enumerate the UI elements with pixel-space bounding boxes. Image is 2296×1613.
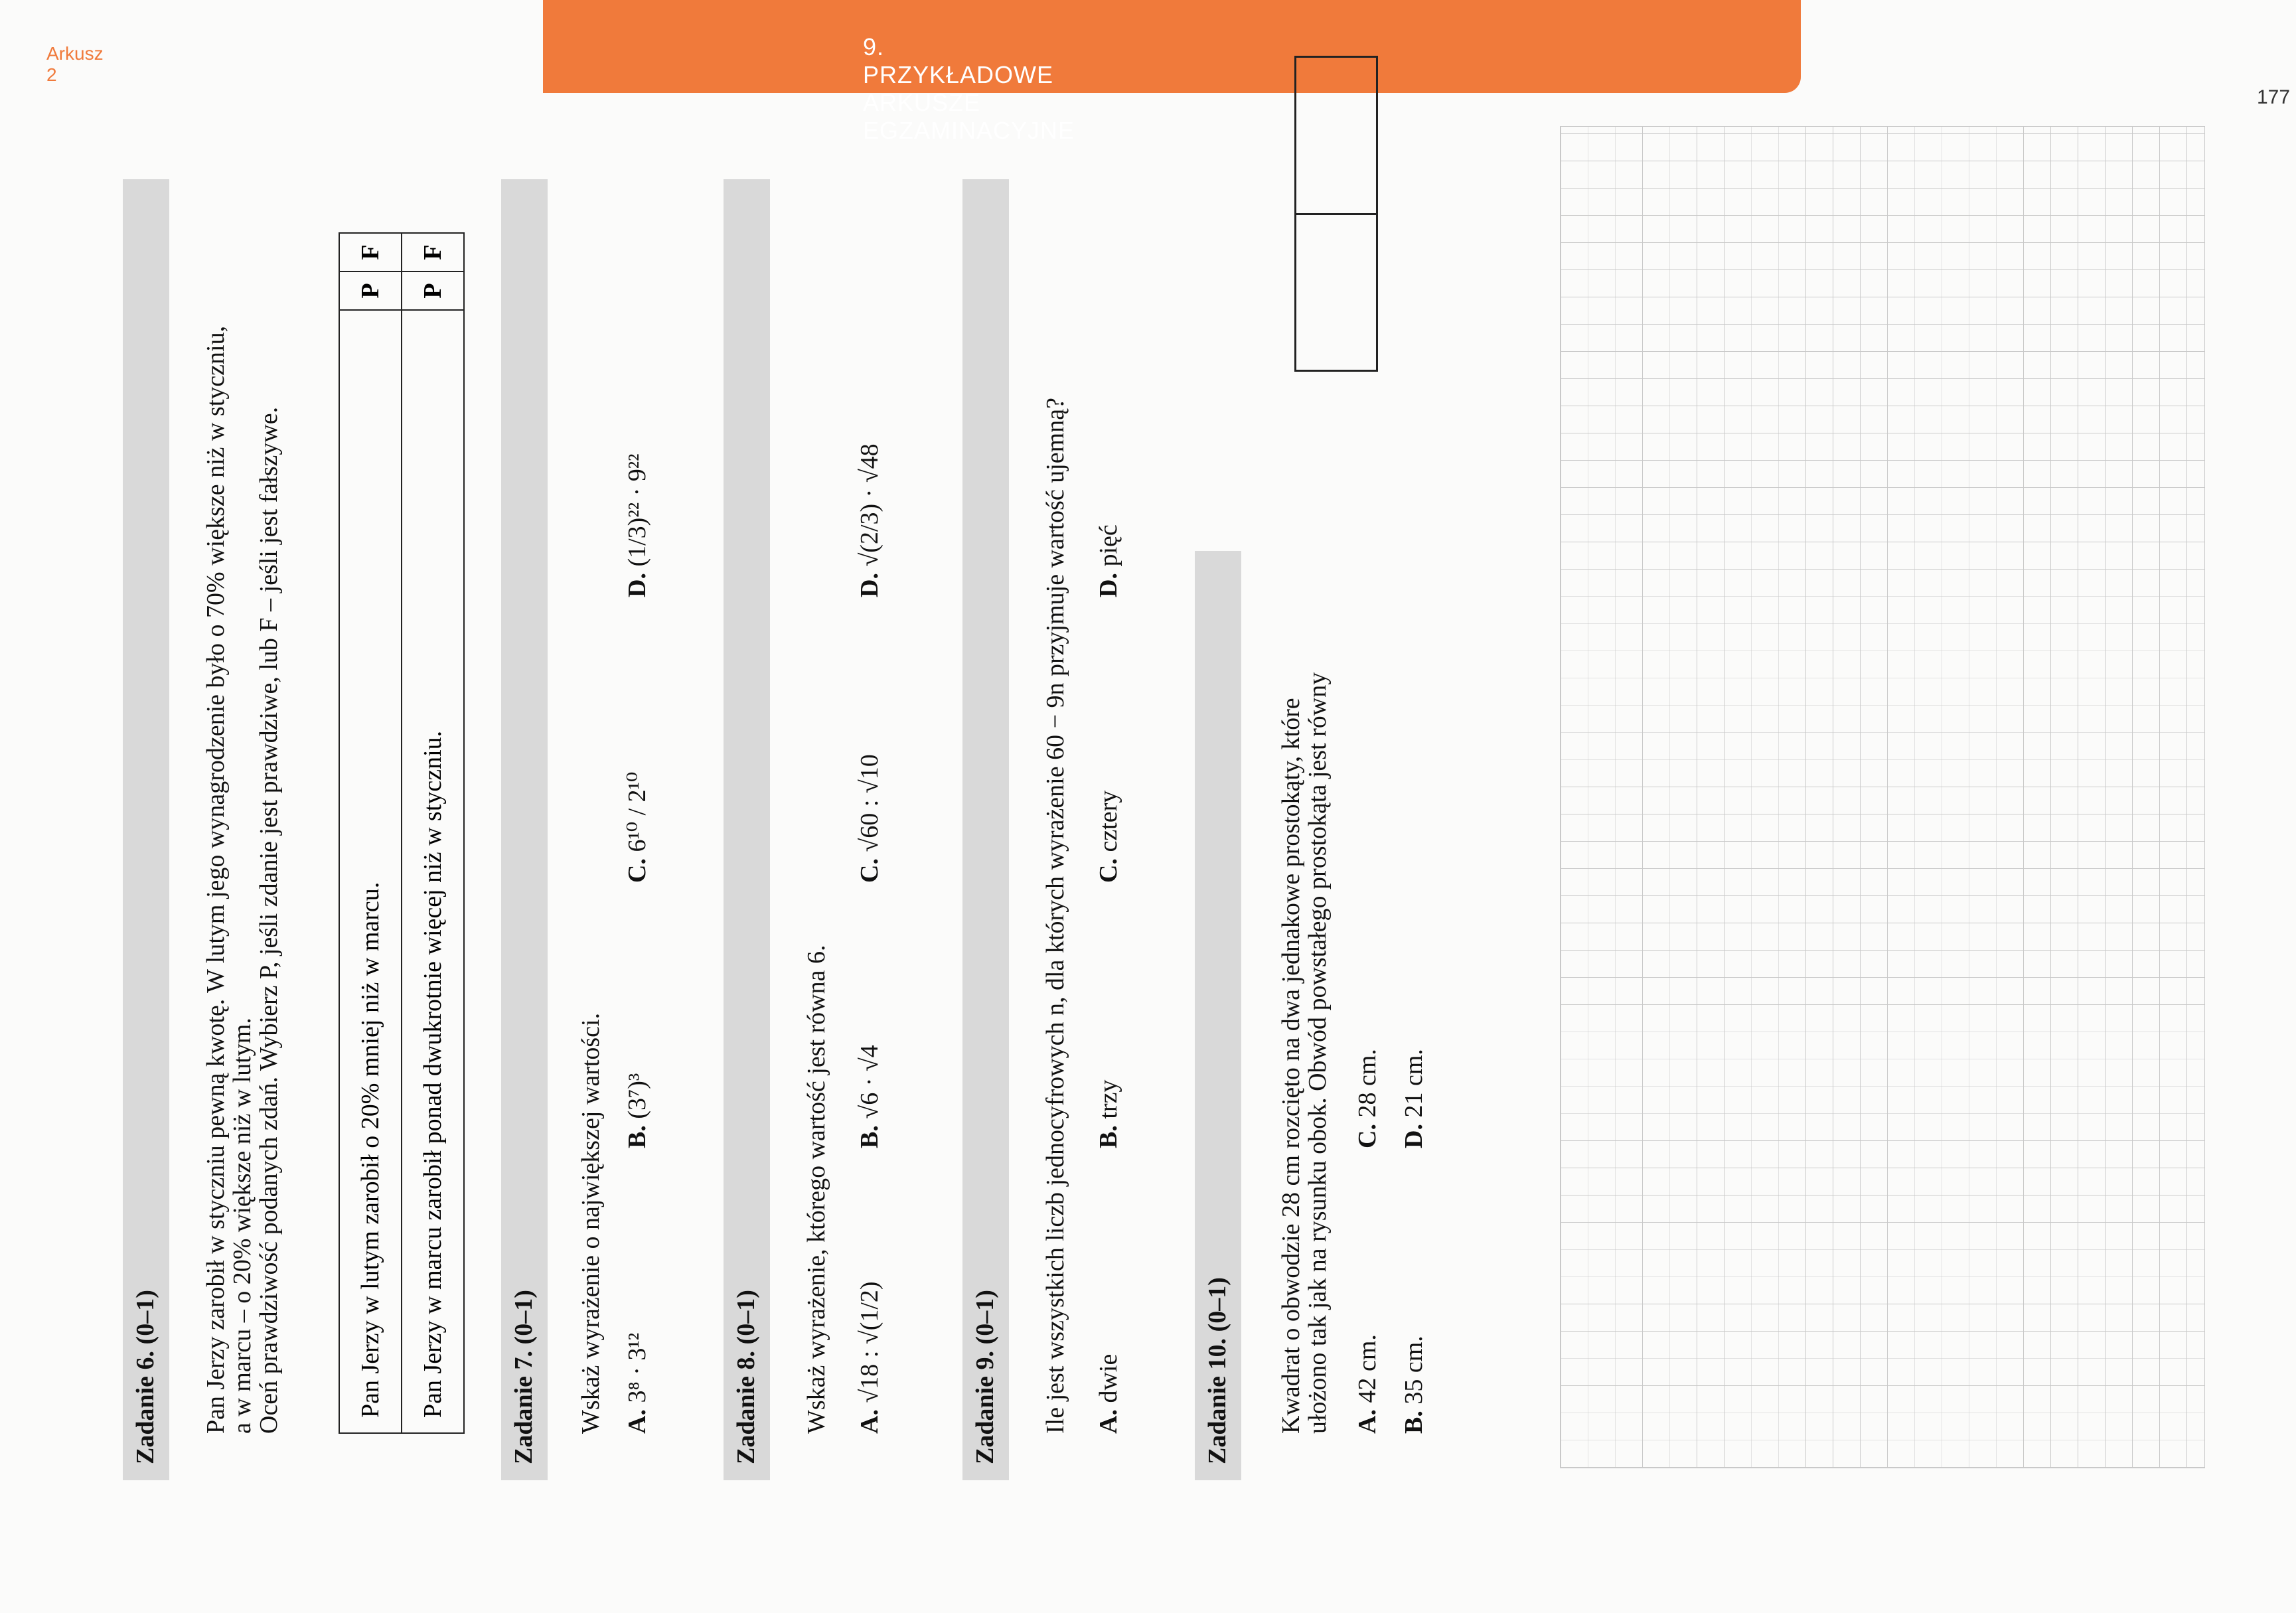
- option-expr: (3⁷)³: [623, 1073, 651, 1119]
- option-expr: 3⁸ · 3¹²: [623, 1332, 651, 1403]
- task10-option-b[interactable]: [1401, 1336, 1427, 1434]
- option-p-2[interactable]: P: [402, 271, 464, 310]
- option-expr: 6¹⁰ / 2¹⁰: [623, 771, 651, 852]
- task7-title: Zadanie 7. (0–1): [510, 1290, 538, 1464]
- table-row: [402, 233, 464, 1433]
- task10-title: Zadanie 10. (0–1): [1203, 1277, 1231, 1464]
- statement-2: Pan Jerzy w marcu zarobił ponad dwukrotnie więcej niż w styczniu.: [402, 310, 464, 1433]
- option-label: D.: [856, 573, 883, 597]
- task8-header: [724, 179, 770, 1480]
- task7-option-c[interactable]: [624, 772, 651, 883]
- option-expr: √(2/3) · √48: [856, 443, 883, 567]
- task8-option-a[interactable]: [856, 1281, 883, 1434]
- option-label: B.: [623, 1125, 651, 1148]
- option-expr: √6 · √4: [856, 1045, 883, 1119]
- page-number: 177: [2257, 86, 2291, 108]
- option-text: trzy: [1095, 1079, 1122, 1119]
- option-text: pięć: [1095, 524, 1122, 567]
- option-text: 21 cm.: [1400, 1049, 1428, 1118]
- task9-option-b[interactable]: [1095, 1080, 1122, 1148]
- task10-option-a[interactable]: [1354, 1334, 1381, 1434]
- option-label: C.: [1095, 858, 1122, 883]
- task8-option-c[interactable]: [856, 754, 883, 883]
- scratch-grid[interactable]: [1560, 126, 2205, 1468]
- option-f-2[interactable]: F: [402, 233, 464, 271]
- task7-option-d[interactable]: [624, 453, 651, 597]
- rectangle-divider: [1296, 213, 1376, 215]
- option-label: A.: [1353, 1409, 1381, 1434]
- option-f-1[interactable]: F: [339, 233, 402, 271]
- task8-option-b[interactable]: [856, 1045, 883, 1148]
- option-p-1[interactable]: P: [339, 271, 402, 310]
- header-band: [543, 0, 1801, 93]
- task8-question: Wskaż wyrażenie, którego wartość jest równa 6.: [803, 945, 830, 1434]
- task9-title: Zadanie 9. (0–1): [971, 1290, 999, 1464]
- task9-option-a[interactable]: [1095, 1354, 1122, 1434]
- task9-header: [962, 179, 1009, 1480]
- task10-line2: ułożono tak jak na rysunku obok. Obwód powstałego prostokąta jest równy: [1304, 672, 1332, 1434]
- option-label: B.: [1095, 1125, 1122, 1148]
- task7-option-a[interactable]: [624, 1333, 651, 1434]
- option-expr: (1/3)²² · 9²²: [623, 453, 651, 567]
- option-label: A.: [623, 1409, 651, 1434]
- option-label: C.: [1353, 1124, 1381, 1148]
- task6-line1: Pan Jerzy zarobił w styczniu pewną kwotę. W lutym jego wynagrodzenie było o 70% większe niż w styczniu,: [202, 325, 230, 1434]
- option-label: C.: [623, 858, 651, 883]
- task7-option-b[interactable]: [624, 1073, 651, 1148]
- task7-question: Wskaż wyrażenie o największej wartości.: [577, 1012, 605, 1434]
- option-label: B.: [1400, 1411, 1428, 1434]
- task10-option-c[interactable]: [1354, 1049, 1381, 1148]
- task9-question: Ile jest wszystkich liczb jednocyfrowych n, dla których wyrażenie 60 − 9n przyjmuje wartość ujemną?: [1041, 398, 1069, 1434]
- task6-title: Zadanie 6. (0–1): [131, 1290, 159, 1464]
- table-row: [339, 233, 402, 1433]
- task10-header: [1195, 551, 1241, 1480]
- task6-line3: Oceń prawdziwość podanych zdań. Wybierz P, jeśli zdanie jest prawdziwe, lub F – jeśli jest fałszywe.: [255, 406, 283, 1434]
- true-false-table: [339, 232, 465, 1434]
- option-label: A.: [856, 1409, 883, 1434]
- option-text: 28 cm.: [1353, 1049, 1381, 1118]
- task7-header: [501, 179, 548, 1480]
- option-label: D.: [1095, 573, 1122, 597]
- task8-option-d[interactable]: [856, 443, 883, 597]
- rectangle-figure: [1294, 56, 1378, 372]
- task9-option-d[interactable]: [1095, 524, 1122, 597]
- option-text: 42 cm.: [1353, 1334, 1381, 1403]
- option-text: cztery: [1095, 790, 1122, 852]
- task9-option-c[interactable]: [1095, 791, 1122, 883]
- task6-line2: a w marcu – o 20% większe niż w lutym.: [228, 1018, 256, 1434]
- sheet-label: Arkusz 2: [46, 43, 104, 85]
- task10-option-d[interactable]: [1401, 1049, 1427, 1148]
- option-text: 35 cm.: [1400, 1336, 1428, 1405]
- option-expr: √18 : √(1/2): [856, 1281, 883, 1403]
- task10-line1: Kwadrat o obwodzie 28 cm rozcięto na dwa jednakowe prostokąty, które: [1277, 698, 1305, 1434]
- option-expr: √60 : √10: [856, 754, 883, 852]
- task6-header: [123, 179, 169, 1480]
- option-text: dwie: [1095, 1353, 1122, 1403]
- option-label: D.: [623, 573, 651, 597]
- option-label: A.: [1095, 1409, 1122, 1434]
- task8-title: Zadanie 8. (0–1): [732, 1290, 760, 1464]
- option-label: B.: [856, 1125, 883, 1148]
- statement-1: Pan Jerzy w lutym zarobił o 20% mniej niż w marcu.: [339, 310, 402, 1433]
- option-label: D.: [1400, 1124, 1428, 1148]
- option-label: C.: [856, 858, 883, 883]
- section-title: 9. PRZYKŁADOWE ARKUSZE EGZAMINACYJNE: [863, 33, 1075, 144]
